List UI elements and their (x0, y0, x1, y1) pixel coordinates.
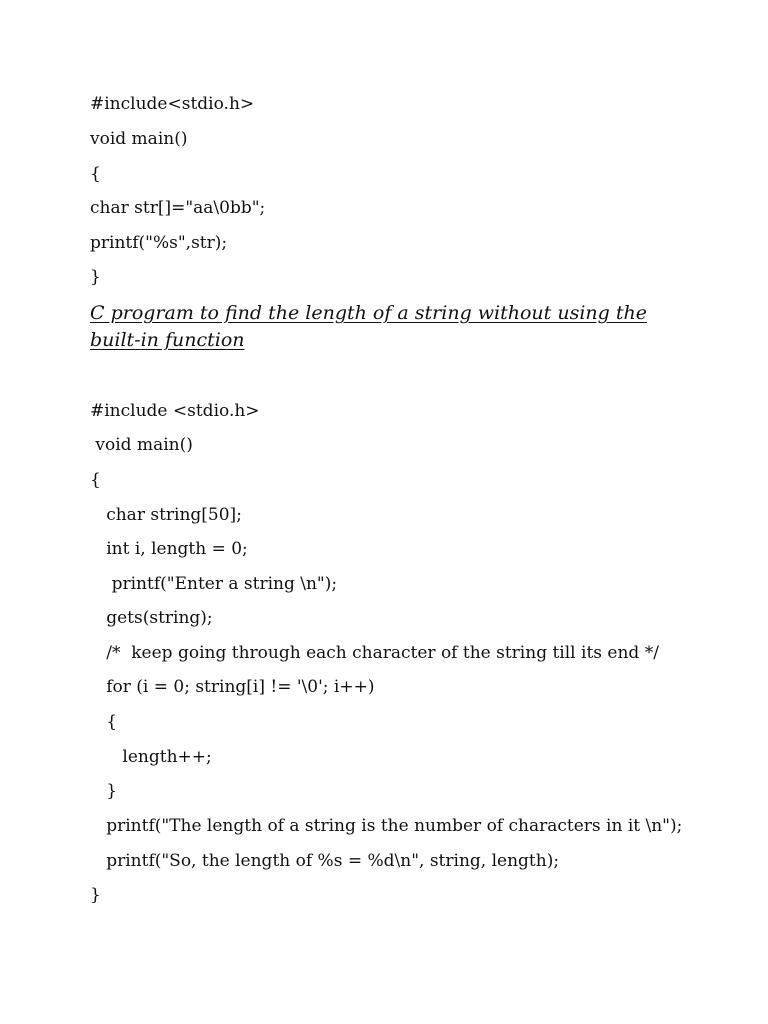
code-line-for-open: { (90, 712, 118, 732)
code-line-char-string: char string[50]; (90, 505, 242, 525)
code-line-printf-enter: printf("Enter a string \n"); (90, 574, 338, 594)
code-line-close-brace: } (90, 267, 101, 287)
code-line-include-2: #include <stdio.h> (90, 401, 260, 421)
code-line-main-2: void main() (90, 435, 193, 455)
section-heading: C program to find the length of a string without using the built-in function (90, 302, 647, 351)
code-line-include: #include<stdio.h> (90, 94, 255, 114)
code-line-open-brace: { (90, 164, 101, 184)
code-line-close-brace-2: } (90, 885, 101, 905)
code-line-char-str: char str[]="aa\0bb"; (90, 198, 266, 218)
code-line-printf-length-desc: printf("The length of a string is the number of characters in it \n"); (90, 816, 683, 836)
code-line-for-close: } (90, 781, 118, 801)
code-line-gets: gets(string); (90, 608, 213, 628)
code-line-printf-result: printf("So, the length of %s = %d\n", string, length); (90, 851, 560, 871)
code-line-main: void main() (90, 129, 188, 149)
code-line-open-brace-2: { (90, 470, 101, 490)
code-line-printf: printf("%s",str); (90, 233, 228, 253)
code-line-int-decl: int i, length = 0; (90, 539, 248, 559)
code-line-increment: length++; (90, 747, 212, 767)
code-line-for: for (i = 0; string[i] != '\0'; i++) (90, 677, 375, 697)
code-line-comment: /* keep going through each character of the string till its end */ (90, 643, 659, 663)
